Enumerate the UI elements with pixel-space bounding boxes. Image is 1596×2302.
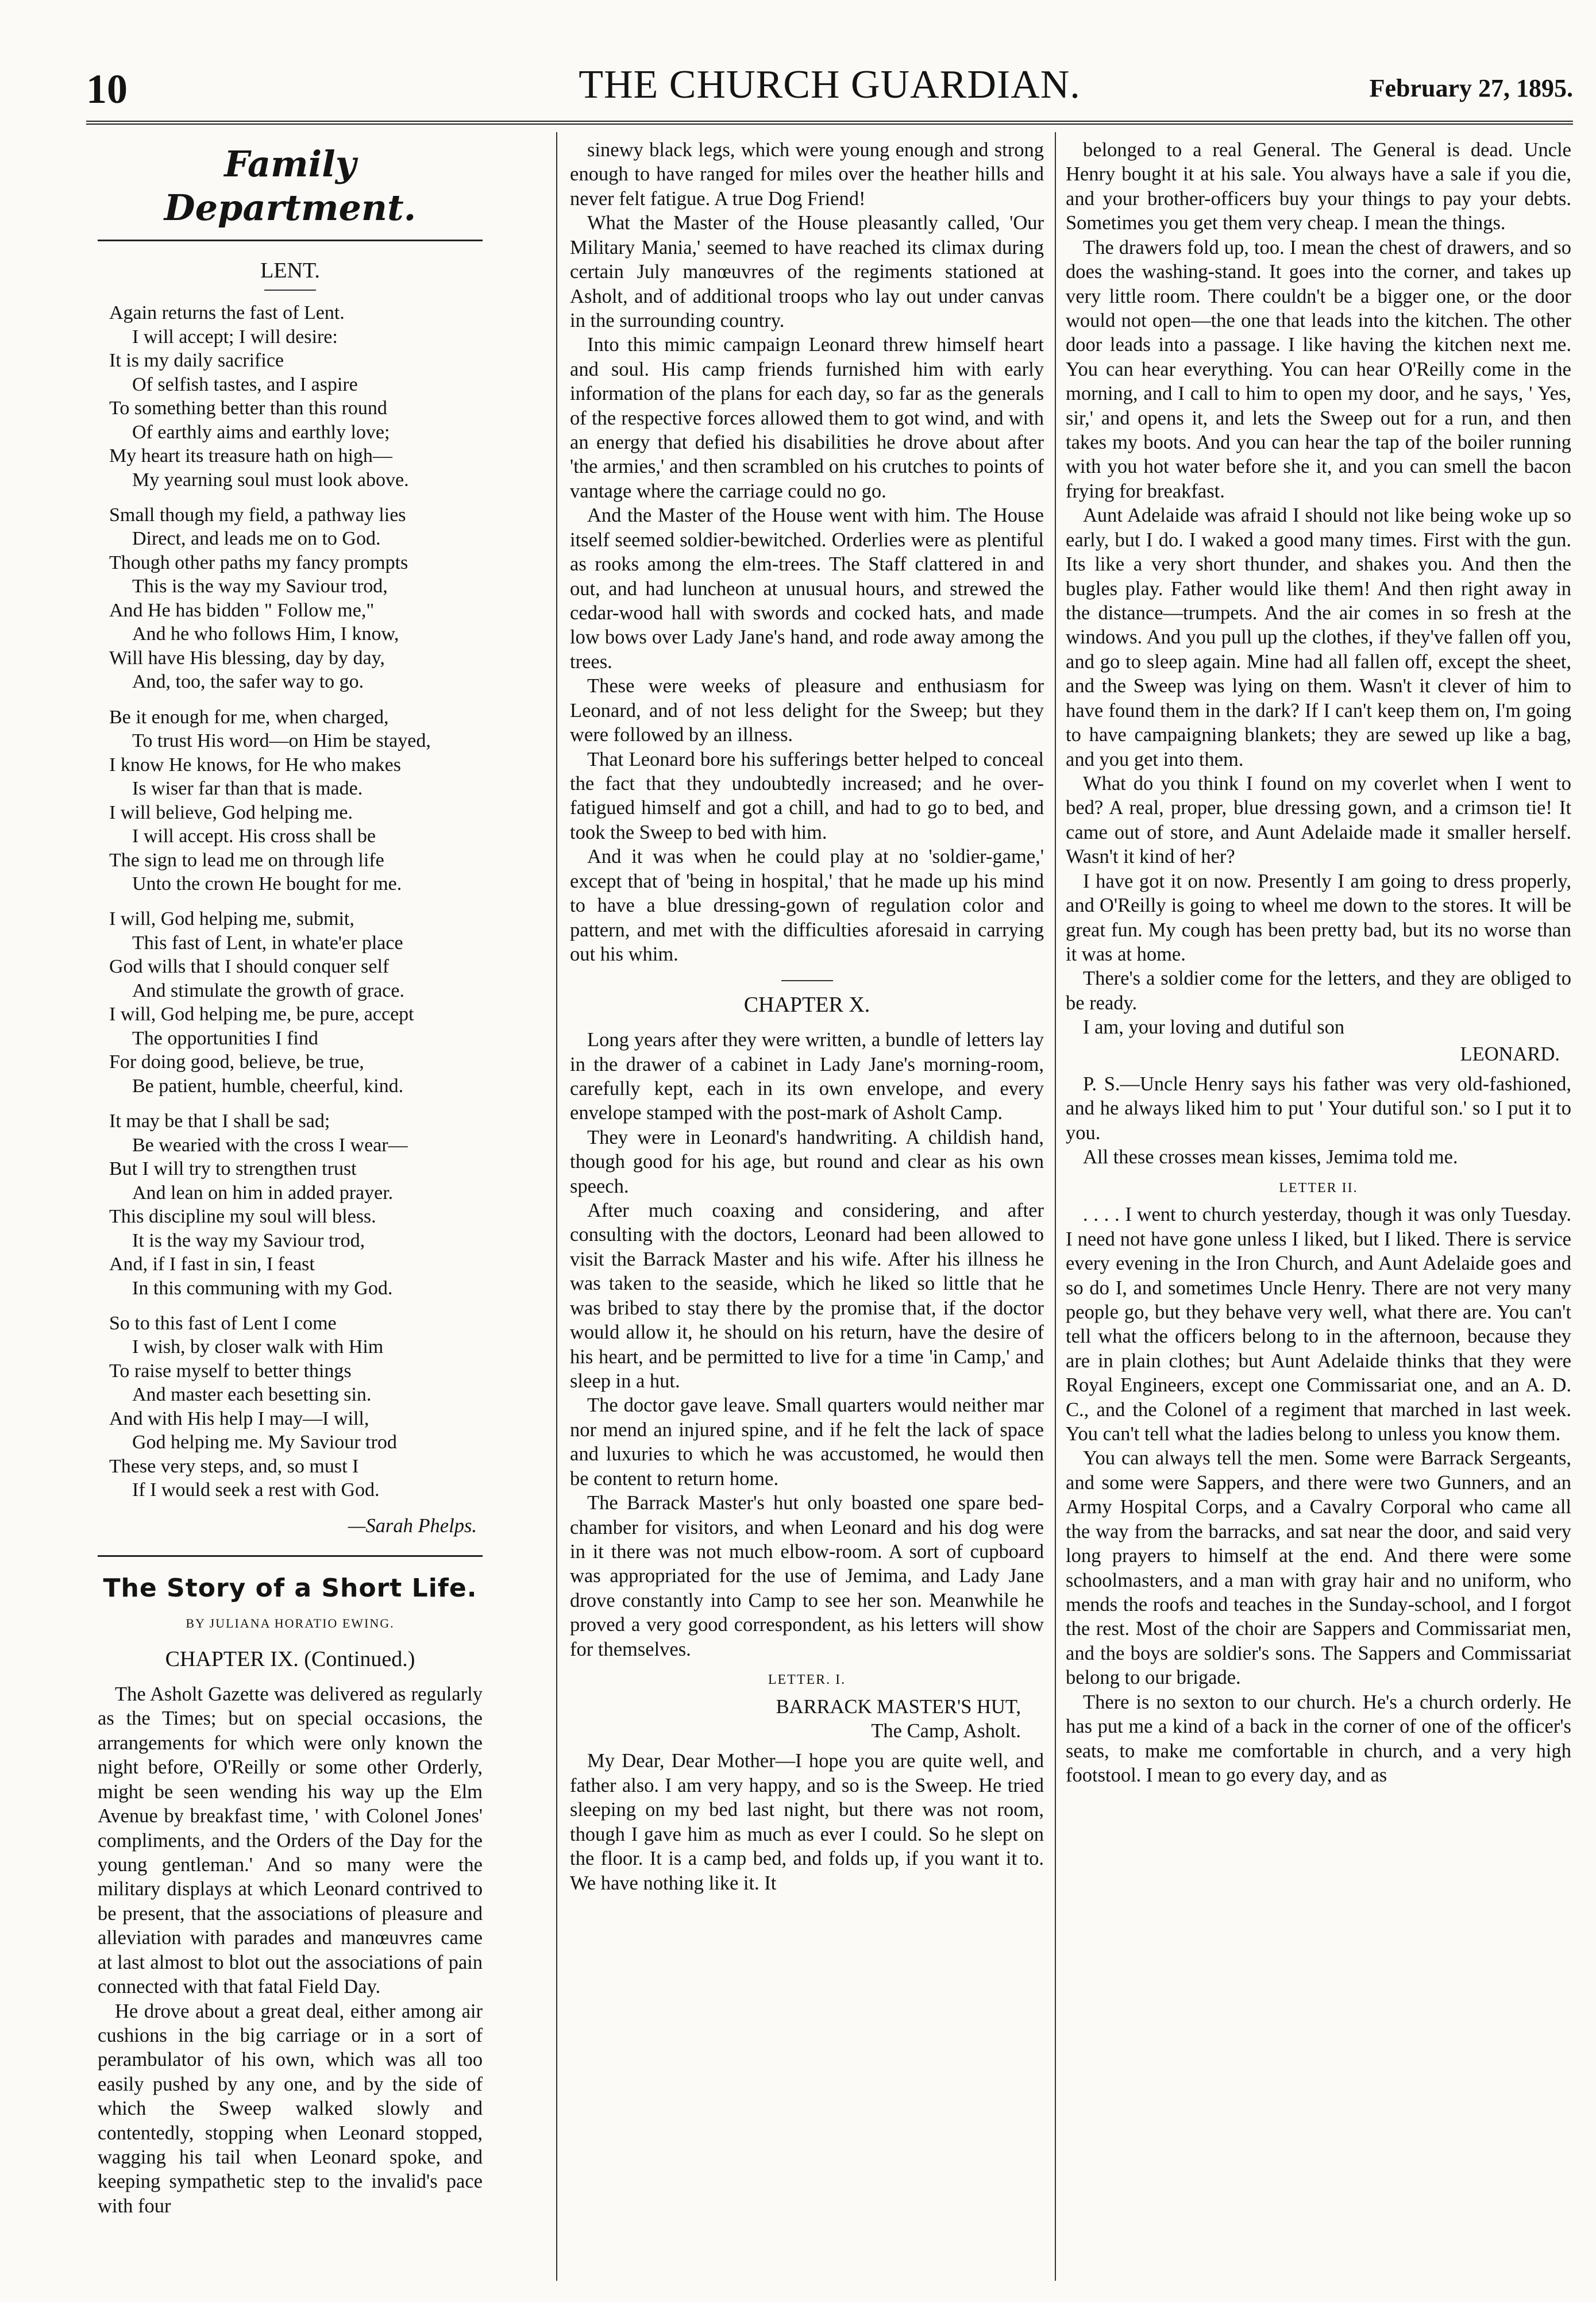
paragraph: And it was when he could play at no 'soldier-game,' except that of 'being in hospital,' that he made up his mind to have a blue dressing-gown of regulation color and pattern, and met with the difficulties aforesaid in carrying out his whim. [570, 846, 1044, 965]
address-line: BARRACK MASTER'S HUT, [776, 1695, 1021, 1718]
letter-address [570, 1695, 1021, 1744]
paragraph: The Barrack Master's hut only boasted one spare bed-chamber for visitors, and when Leonard and his dog were in it there was not much elbow-room. A sort of cupboard was appropriated for the use of Jemima, and Lady Jane drove constantly into Camp to see her son. Meanwhile he proved a very good correspondent, as his letters will show for themselves. [570, 1492, 1044, 1660]
chapter-heading: CHAPTER X. [743, 993, 870, 1017]
poem-line: Unto the crown He bought for me. [132, 873, 402, 895]
poem-line: I will accept; I will desire: [132, 326, 338, 348]
paragraph: Long years after they were written, a bundle of letters lay in the drawer of a cabinet in Lady Jane's morning-room, carefully kept, each in its own envelope, and every envelope stamped with the post-mark of Asholt Camp. [570, 1029, 1044, 1124]
paragraph: I have got it on now. Presently I am going to dress properly, and O'Reilly is going to wheel me down to the stores. It will be great fun. My cough has been pretty bad, but its no worse than it was at home. [1066, 870, 1571, 965]
letter-label: LETTER II. [1279, 1180, 1358, 1196]
poem-line: So to this fast of Lent I come [109, 1312, 337, 1334]
poem-line: This discipline my soul will bless. [109, 1206, 376, 1228]
page-number: 10 [86, 66, 128, 112]
paragraph: Aunt Adelaide was afraid I should not like being woke up so early, but I do. I waked a good many times. First with the gun. Its like a very short thunder, and shakes you. And then the bugles play. Father would like them! And then right away in the distance—trumpets. And the air comes in so fresh at the windows. And you pull up the clothes, if they've fallen off you, and go to sleep again. Mine had all fallen off, except the sheet, and the Sweep was lying on them. Wasn't it clever of him to have found them in the dark? If I can't keep them on, I'm going to have campaigning blankets; they are sewed up like a bag, and you get into them. [1066, 504, 1571, 770]
poem-line: It is my daily sacrifice [109, 350, 284, 372]
poem-line: I will, God helping me, submit, [109, 908, 354, 930]
article-text [1066, 1072, 1571, 1170]
poem-line: It is the way my Saviour trod, [132, 1229, 365, 1251]
masthead [86, 62, 1573, 114]
paragraph: What the Master of the House pleasantly called, 'Our Military Mania,' seemed to have reached its climax during certain July manœuvres of the regiments stationed at Asholt, and of additional troops who lay out under canvas in the surrounding country. [570, 212, 1044, 331]
poem-line: Direct, and leads me on to God. [132, 528, 381, 550]
paragraph: What do you think I found on my coverlet when I went to bed? A real, proper, blue dressing gown, and a crimson tie! It came out of store, and Aunt Adelaide made it smaller herself. Wasn't it kind of her? [1066, 772, 1571, 868]
poem-line: God wills that I should conquer self [109, 956, 390, 978]
paragraph: sinewy black legs, which were young enough and strong enough to have ranged for miles over the heather hills and never felt fatigue. A true Dog Friend! [570, 139, 1044, 210]
poem-line: It may be that I shall be sad; [109, 1110, 330, 1132]
story-title: The Story of a Short Life. [103, 1574, 477, 1603]
issue-date: February 27, 1895. [1369, 74, 1573, 102]
column-divider [1055, 132, 1056, 2281]
paragraph: That Leonard bore his sufferings better helped to conceal the fact that they undoubtedly increased; and he over-fatigued himself and got a chill, and had to go to bed, and took the Sweep to bed with him. [570, 748, 1044, 843]
article-text [98, 1682, 483, 2218]
poem-line: My heart its treasure hath on high— [109, 445, 392, 467]
poem-stanza [98, 1109, 483, 1300]
paragraph: He drove about a great deal, either among air cushions in the big carriage or in a sort of perambulator of his own, which was all too easily pushed by any one, and by the side of which the Sweep walked slowly and contentedly, stopping when Leonard stopped, wagging his tail when Leonard spoke, and keeping sympathetic step to the invalid's pace with four [98, 2000, 483, 2217]
section-rule [98, 240, 483, 241]
poem-line: In this communing with my God. [132, 1277, 393, 1299]
poem-author: —Sarah Phelps. [348, 1514, 477, 1537]
paragraph: The doctor gave leave. Small quarters would neither mar nor mend an injured spine, and if he felt the lack of space and luxuries to which he was accustomed, he would then be content to return home. [570, 1394, 1044, 1490]
poem-line: And lean on him in added prayer. [132, 1182, 394, 1204]
poem-line: I will accept. His cross shall be [132, 826, 376, 847]
section-title: Family Department. [164, 143, 417, 229]
address-line: The Camp, Asholt. [871, 1719, 1021, 1742]
paragraph: My Dear, Dear Mother—I hope you are quite well, and father also. I am very happy, and so is the Sweep. He tried sleeping on my bed last night, but there was not room, though I gave him as much as ever I could. So he slept on the floor. It is a camp bed, and folds up, if you want it to. We have nothing like it. It [570, 1750, 1044, 1894]
column-1 [98, 138, 483, 2286]
poem-line: And stimulate the growth of grace. [132, 980, 404, 1001]
poem-line: Though other paths my fancy prompts [109, 552, 408, 573]
column-3 [1066, 138, 1571, 2286]
poem-line: Be patient, humble, cheerful, kind. [132, 1075, 404, 1097]
poem-line: Be it enough for me, when charged, [109, 706, 389, 728]
masthead-rule [86, 121, 1573, 125]
poem-line: Small though my field, a pathway lies [109, 504, 406, 526]
poem-stanza [98, 705, 483, 896]
letter-signoff: LEONARD. [1460, 1043, 1560, 1065]
poem-line: This is the way my Saviour trod, [132, 576, 388, 597]
poem-line: For doing good, believe, be true, [109, 1051, 364, 1073]
paragraph: belonged to a real General. The General is dead. Uncle Henry bought it at his sale. You always have a sale if you die, and your brother-officers buy your things to pay your debts. Sometimes you get them very cheap. I mean the things. [1066, 139, 1571, 234]
poem-line: I will believe, God helping me. [109, 801, 353, 823]
poem-line: Be wearied with the cross I wear— [132, 1134, 408, 1156]
paper-title: THE CHURCH GUARDIAN. [579, 63, 1081, 107]
paragraph: Into this mimic campaign Leonard threw himself heart and soul. His camp friends furnished him with early information of the plans for each day, so far as the generals of the respective forces allowed them to got wind, and with an energy that defied his disabilities he drove about after 'the armies,' and then scrambled on his crutches to points of vantage where the carriage could no go. [570, 334, 1044, 502]
poem-line: And with His help I may—I will, [109, 1408, 369, 1429]
byline: BY JULIANA HORATIO EWING. [186, 1616, 395, 1631]
paragraph: All these crosses mean kisses, Jemima told me. [1083, 1146, 1458, 1169]
poem-line: To raise myself to better things [109, 1360, 352, 1382]
article-text [570, 138, 1044, 966]
poem-title: LENT. [260, 258, 320, 283]
paragraph: You can always tell the men. Some were Barrack Sergeants, and some were Sappers, and there were two Gunners, and an Army Hospital Corps, and a Cavalry Corporal who came all the way from the barracks, and sat near the door, and said very long prayers to himself at the end. And there were some schoolmasters, and a man with gray hair and no uniform, who mends the roofs and teaches in the Sunday-school, and I forgot the rest. Most of the choir are Sappers and Commissariat men, and the boys are soldier's sons. The Sappers and Commissariat belong to our brigade. [1066, 1447, 1571, 1689]
article-text [1066, 138, 1571, 1040]
poem-line: These very steps, and, so must I [109, 1455, 359, 1477]
poem-line: If I would seek a rest with God. [132, 1479, 380, 1501]
letter-label: LETTER. I. [768, 1672, 846, 1688]
poem-line: The sign to lead me on through life [109, 849, 384, 871]
story-rule [98, 1555, 483, 1557]
poem-line: But I will try to strengthen trust [109, 1158, 357, 1180]
article-text [570, 1028, 1044, 1661]
poem-line: God helping me. My Saviour trod [132, 1432, 397, 1453]
chapter-rule [781, 980, 833, 981]
poem-line: Will have His blessing, day by day, [109, 647, 385, 669]
poem-line: And He has bidden " Follow me," [109, 599, 375, 621]
poem-line: And master each besetting sin. [132, 1384, 372, 1406]
poem-line: Again returns the fast of Lent. [109, 302, 345, 324]
poem-line: I wish, by closer walk with Him [132, 1336, 384, 1358]
article-text [1066, 1202, 1571, 1787]
poem-line: Of earthly aims and earthly love; [132, 421, 390, 443]
poem-stanza [98, 301, 483, 492]
paragraph: There's a soldier come for the letters, and they are obliged to be ready. [1066, 967, 1571, 1014]
poem-line: To trust His word—on Him be stayed, [132, 730, 431, 752]
paragraph: . . . . I went to church yesterday, though it was only Tuesday. I need not have gone unless I liked, but I liked. There is service every evening in the Iron Church, and Aunt Adelaide goes and so do I, and sometimes Uncle Henry. There are not very many people go, but they behave very well, what there are. You can't tell what the officers belong to in the afternoon, because they are in plain clothes; but Aunt Adelaide thinks that they were Royal Engineers, except one Commissariat one, and an A. D. C., and the Colonel of a regiment that marched in last week. You can't tell what the ladies belong to unless you know them. [1066, 1204, 1571, 1445]
poem-stanza [98, 1312, 483, 1502]
paragraph: And the Master of the House went with him. The House itself seemed soldier-bewitched. Orderlies were as plentiful as rooks among the elm-trees. The Staff clattered in and out, and had luncheon at unusual hours, and strewed the cedar-wood hall with swords and cocked hats, and made low bows over Lady Jane's hand, and rode away among the trees. [570, 504, 1044, 673]
column-divider [556, 132, 557, 2281]
paragraph: After much coaxing and considering, and after consulting with the doctors, Leonard had been allowed to visit the Barrack Master and his wife. After his illness he was taken to the seaside, which he liked so little that he was bribed to stay there by the promise that, if the doctor would allow it, he should on his return, have the desire of his heart, and be permitted to live for a time 'in Camp,' and sleep in a hut. [570, 1200, 1044, 1392]
paragraph: I am, your loving and dutiful son [1083, 1016, 1345, 1039]
poem-line: And, too, the safer way to go. [132, 671, 364, 693]
paragraph: These were weeks of pleasure and enthusiasm for Leonard, and of not less delight for the Sweep; but they were followed by an illness. [570, 675, 1044, 746]
poem-line: This fast of Lent, in whate'er place [132, 932, 403, 954]
article-text [570, 1749, 1044, 1895]
poem-line: I will, God helping me, be pure, accept [109, 1004, 414, 1025]
paragraph: The drawers fold up, too. I mean the chest of drawers, and so does the washing-stand. It goes into the corner, and takes up very little room. There couldn't be a bigger one, or the door would not open—the one that leads into the kitchen. The other door leads into a passage. I like having the kitchen next me. You can hear everything. You can hear O'Reilly come in the morning, and I call to him to open my door, and he says, ' Yes, sir,' and opens it, and lets the Sweep out for a run, and then takes my boots. And you can hear the tap of the boiler running with you hot water before she it, and you can smell the bacon frying for breakfast. [1066, 236, 1571, 502]
paragraph: There is no sexton to our church. He's a church orderly. He has put me a kind of a back in the corner of one of the officer's seats, to make me comfortable in church, and a very high footstool. I mean to go every day, and as [1066, 1691, 1571, 1786]
chapter-heading: CHAPTER IX. (Continued.) [165, 1647, 415, 1672]
title-rule [264, 290, 316, 291]
column-2 [570, 138, 1044, 2286]
paragraph: P. S.—Uncle Henry says his father was very old-fashioned, and he always liked him to put ' Your dutiful son.' so I put it to you. [1066, 1073, 1571, 1144]
paragraph: They were in Leonard's handwriting. A childish hand, though good for his age, but round and clear as his own speech. [570, 1126, 1044, 1197]
poem-line: And he who follows Him, I know, [132, 623, 399, 645]
poem-stanza [98, 503, 483, 694]
poem-line: Is wiser far than that is made. [132, 778, 363, 800]
paragraph: The Asholt Gazette was delivered as regularly as the Times; but on special occasions, the arrangements for which were only known the night before, O'Reilly or some other Orderly, might be seen wending his way up the Elm Avenue by breakfast time, ' with Colonel Jones' compliments, and the Orders of the Day for the young gentleman.' And so many were the military displays at which Leonard contrived to be present, that the associations of pleasure and alleviation with parades and manœuvres came at last almost to blot out the associations of pain connected with that fatal Field Day. [98, 1683, 483, 1998]
poem [98, 301, 483, 1502]
poem-line: Of selfish tastes, and I aspire [132, 373, 358, 395]
poem-stanza [98, 907, 483, 1098]
poem-line: My yearning soul must look above. [132, 469, 409, 491]
poem-line: And, if I fast in sin, I feast [109, 1254, 315, 1275]
poem-line: I know He knows, for He who makes [109, 754, 402, 776]
poem-line: To something better than this round [109, 398, 387, 419]
poem-line: The opportunities I find [132, 1027, 318, 1049]
